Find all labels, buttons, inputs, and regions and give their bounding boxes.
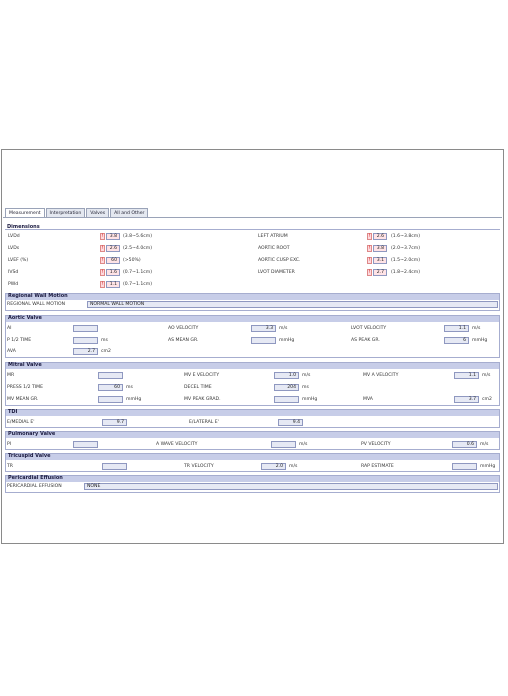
aortic-valve-section (5, 315, 500, 358)
tab-all-and-other[interactable]: All and Other (110, 208, 148, 217)
section-header (6, 363, 499, 369)
tr-velocity-field[interactable]: 2.0 (261, 463, 286, 470)
warning-flag-icon: ! (101, 282, 104, 287)
p12-field[interactable] (73, 337, 98, 344)
decel-time-label: DECEL TIME (184, 385, 212, 390)
tr-velocity-unit: m/s (289, 464, 298, 469)
p12-unit: ms (101, 338, 108, 343)
section-header (6, 476, 499, 482)
warning-flag-icon: ! (101, 258, 104, 263)
mr-label: MR (7, 373, 15, 378)
decel-time-field[interactable]: 204 (274, 384, 299, 391)
pv-velocity-label: PV VELOCITY (361, 442, 391, 447)
mv-a-velocity-field[interactable]: 1.1 (454, 372, 479, 379)
rap-estimate-unit: mmHg (480, 464, 496, 469)
ivsd-range: (0.7~1.1cm) (123, 270, 153, 275)
a-wave-field[interactable] (271, 441, 296, 448)
dimensions-title: Dimensions (7, 224, 40, 230)
pwd-field[interactable]: 1.1 (106, 281, 120, 288)
mva-label: MVA (363, 397, 373, 402)
as-peak-unit: mmHg (472, 338, 488, 343)
as-mean-label: AS MEAN GR. (168, 338, 199, 343)
lvds-field[interactable]: 2.6 (106, 245, 120, 252)
tricuspid-title: Tricuspid Valve (8, 453, 51, 459)
warning-flag-icon: ! (368, 258, 371, 263)
aortic-title: Aortic Valve (8, 315, 42, 321)
tab-valves[interactable]: Valves (86, 208, 109, 217)
ao-velocity-label: AO VELOCITY (168, 326, 199, 331)
as-peak-field[interactable]: 6 (444, 337, 469, 344)
lvdd-label: LVDd (8, 234, 20, 239)
warning-flag-icon: ! (101, 246, 104, 251)
pulmonary-title: Pulmonary Valve (8, 431, 56, 437)
lvef-field[interactable]: 60 (106, 257, 120, 264)
mv-peak-field[interactable] (274, 396, 299, 403)
tdi-title: TDI (8, 409, 18, 415)
left-atrium-field[interactable]: 2.6 (373, 233, 387, 240)
warning-flag-icon: ! (101, 270, 104, 275)
lvdd-field[interactable]: 3.8 (106, 233, 120, 240)
pi-field[interactable] (73, 441, 98, 448)
pwd-range: (0.7~1.1cm) (123, 282, 153, 287)
aortic-cusp-field[interactable]: 3.1 (373, 257, 387, 264)
as-mean-unit: mmHg (279, 338, 295, 343)
lvot-diameter-label: LVOT DIAMETER (258, 270, 295, 275)
mv-e-velocity-label: MV E VELOCITY (184, 373, 220, 378)
lvef-label: LVEF (%) (8, 258, 29, 263)
divider (5, 229, 500, 230)
lvot-diameter-field[interactable]: 2.7 (373, 269, 387, 276)
aortic-root-label: AORTIC ROOT (258, 246, 290, 251)
regional-title: Regional Wall Motion (8, 293, 68, 299)
aortic-root-field[interactable]: 3.8 (373, 245, 387, 252)
ao-velocity-unit: m/s (279, 326, 288, 331)
pv-velocity-unit: m/s (480, 442, 489, 447)
p12-label: P 1/2 TIME (7, 338, 32, 343)
mv-e-velocity-unit: m/s (302, 373, 311, 378)
ai-field[interactable] (73, 325, 98, 332)
dimensions-section (5, 225, 500, 291)
rap-estimate-label: RAP ESTIMATE (361, 464, 394, 469)
a-wave-unit: m/s (299, 442, 308, 447)
decel-time-unit: ms (302, 385, 309, 390)
section-header (6, 410, 499, 416)
tdi-section (5, 409, 500, 428)
tab-measurement[interactable]: Measurement (5, 208, 45, 218)
mv-mean-unit: mmHg (126, 397, 142, 402)
e-lateral-field[interactable]: 9.4 (278, 419, 303, 426)
mitral-title: Mitral Valve (8, 362, 42, 368)
ava-unit: cm2 (101, 349, 111, 354)
lvds-range: (2.5~4.0cm) (123, 246, 153, 251)
rap-estimate-field[interactable] (452, 463, 477, 470)
lvdd-range: (3.8~5.6cm) (123, 234, 153, 239)
pulmonary-valve-section (5, 431, 500, 450)
ao-velocity-field[interactable]: 3.3 (251, 325, 276, 332)
tr-velocity-label: TR VELOCITY (184, 464, 214, 469)
tricuspid-valve-section (5, 453, 500, 472)
mva-field[interactable]: 3.7 (454, 396, 479, 403)
mitral-valve-section (5, 362, 500, 406)
e-lateral-label: E/LATERAL E' (189, 420, 219, 425)
ivsd-field[interactable]: 1.6 (106, 269, 120, 276)
measurement-window (1, 149, 504, 544)
pericardial-title: Pericardial Effusion (8, 475, 63, 481)
press-half-time-label: PRESS 1/2 TIME (7, 385, 44, 390)
aortic-cusp-range: (1.5~2.0cm) (391, 258, 421, 263)
tr-field[interactable] (102, 463, 127, 470)
pericardial-label: PERICARDIAL EFFUSION (7, 484, 62, 489)
mv-peak-unit: mmHg (302, 397, 318, 402)
ai-label: AI (7, 326, 12, 331)
left-atrium-label: LEFT ATRIUM (258, 234, 288, 239)
mv-peak-label: MV PEAK GRAD. (184, 397, 221, 402)
e-medial-field[interactable]: 9.7 (102, 419, 127, 426)
warning-flag-icon: ! (368, 270, 371, 275)
mv-a-velocity-unit: m/s (482, 373, 491, 378)
as-mean-field[interactable] (251, 337, 276, 344)
mv-mean-field[interactable] (98, 396, 123, 403)
tab-interpretation[interactable]: Interpretation (46, 208, 86, 217)
tr-label: TR (7, 464, 13, 469)
mr-field[interactable] (98, 372, 123, 379)
as-peak-label: AS PEAK GR. (351, 338, 380, 343)
lvot-velocity-field[interactable]: 1.1 (444, 325, 469, 332)
left-atrium-range: (1.6~3.8cm) (391, 234, 421, 239)
regional-wall-motion-section (5, 293, 500, 311)
mv-a-velocity-label: MV A VELOCITY (363, 373, 399, 378)
regional-label: REGIONAL WALL MOTION (7, 302, 66, 307)
pericardial-effusion-field[interactable]: NONE (84, 483, 498, 490)
lvot-velocity-label: LVOT VELOCITY (351, 326, 387, 331)
press-half-time-unit: ms (126, 385, 133, 390)
section-header (6, 432, 499, 438)
a-wave-label: A WAVE VELOCITY (156, 442, 198, 447)
pv-velocity-field[interactable]: 0.6 (452, 441, 477, 448)
lvot-diameter-range: (1.8~2.4cm) (391, 270, 421, 275)
aortic-cusp-label: AORTIC CUSP EXC. (258, 258, 301, 263)
pwd-label: PWd (8, 282, 19, 287)
pericardial-effusion-section (5, 475, 500, 493)
press-half-time-field[interactable]: 60 (98, 384, 123, 391)
warning-flag-icon: ! (101, 234, 104, 239)
section-header (6, 454, 499, 460)
lvds-label: LVDs (8, 246, 20, 251)
mv-mean-label: MV MEAN GR. (7, 397, 39, 402)
ava-field[interactable]: 2.7 (73, 348, 98, 355)
ivsd-label: IVSd (8, 270, 19, 275)
pi-label: PI (7, 442, 12, 447)
section-header (6, 294, 499, 300)
section-header (6, 316, 499, 322)
e-medial-label: E/MEDIAL E' (7, 420, 35, 425)
regional-wall-motion-field[interactable]: NORMAL WALL MOTION (87, 301, 498, 308)
lvot-velocity-unit: m/s (472, 326, 481, 331)
warning-flag-icon: ! (368, 234, 371, 239)
lvef-range: (>50%) (123, 258, 141, 263)
ava-label: AVA (7, 349, 16, 354)
tab-divider (3, 217, 502, 218)
warning-flag-icon: ! (368, 246, 371, 251)
aortic-root-range: (2.0~3.7cm) (391, 246, 421, 251)
mv-e-velocity-field[interactable]: 1.0 (274, 372, 299, 379)
mva-unit: cm2 (482, 397, 492, 402)
